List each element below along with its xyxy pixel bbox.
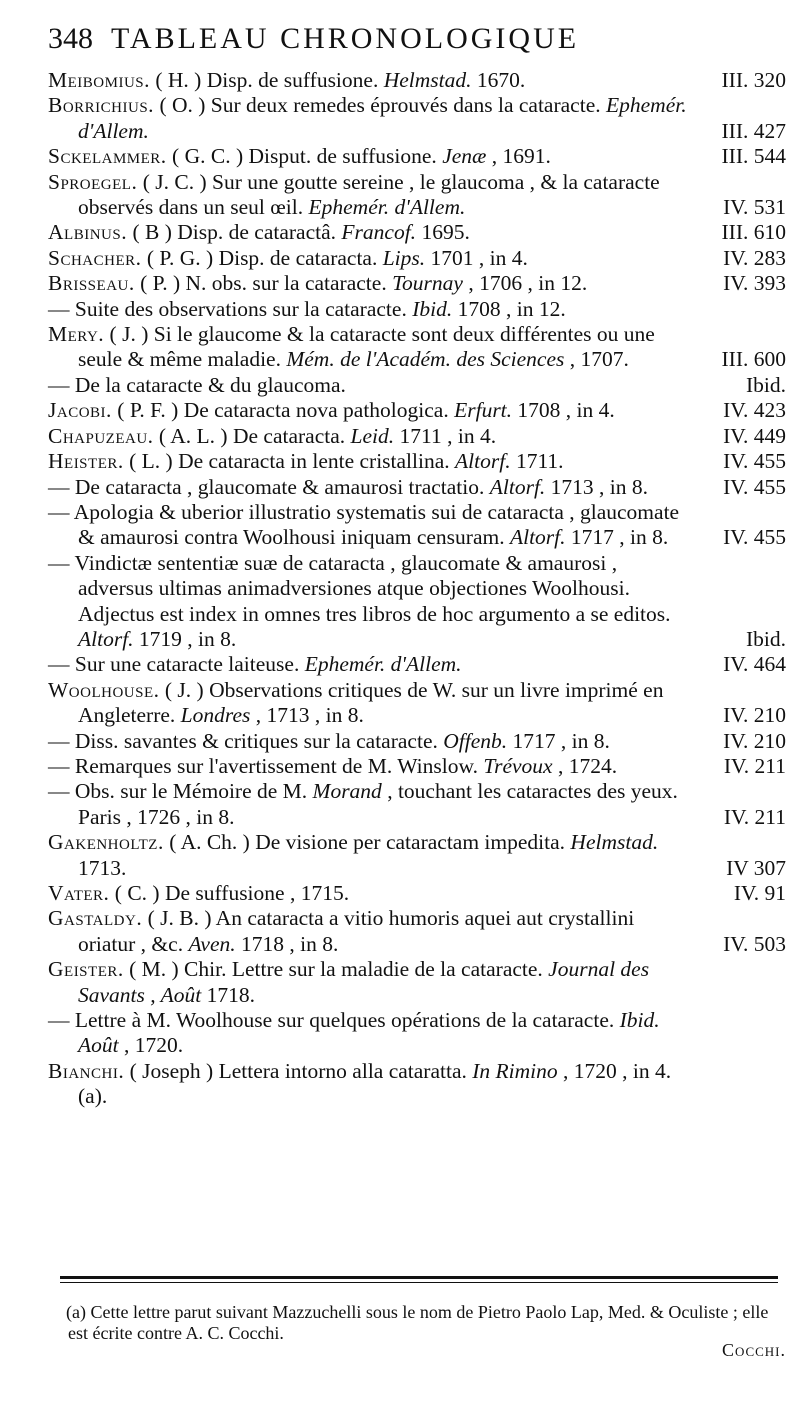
entry-reference: IV. 449 <box>723 423 786 448</box>
entry-text: De suffusione , 1715. <box>164 881 350 905</box>
entry-initials: ( J. B. ) <box>142 906 216 931</box>
running-title: TABLEAU CHRONOLOGIQUE <box>111 22 580 55</box>
entry-after: , touchant les cataractes des yeux. Paris , 1726 , in 8. <box>78 779 678 829</box>
entry-italic: Mém. de l'Académ. des Sciences <box>286 347 565 372</box>
entry-reference: IV. 210 <box>723 728 786 753</box>
entry-after: 1708 , in 4. <box>512 398 615 423</box>
entry-text: Disp. de cataractâ. <box>177 220 342 245</box>
footnote-rule <box>60 1276 778 1279</box>
entry-text: An cataracta a vitio humoris aquei aut crystallini oriatur , &c. <box>78 906 635 956</box>
entry-after: 1719 , in 8. <box>133 626 237 651</box>
bibliography-entry <box>48 779 786 830</box>
entry-italic: Offenb. <box>443 728 508 753</box>
entry-reference: Ibid. <box>745 626 786 651</box>
entry-reference: III. 320 <box>721 68 786 92</box>
bibliography-entry <box>48 93 786 144</box>
entry-italic: Erfurt. <box>454 398 513 423</box>
entry-italic: Ephemér. d'Allem. <box>308 195 466 220</box>
bibliography-entry <box>48 246 786 271</box>
bibliography-entry <box>48 475 786 500</box>
entry-italic: Altorf. <box>509 525 566 550</box>
entry-italic: Jenæ <box>442 144 487 169</box>
entry-after: , 1720. <box>118 1033 184 1058</box>
entry-text: — Suite des observations sur la cataracte. <box>48 296 413 321</box>
bibliography-entry <box>48 271 786 296</box>
entry-after: 1701 , in 4. <box>425 245 528 270</box>
entry-italic: Ephemér. d'Allem. <box>304 652 462 677</box>
entry-initials: ( L. ) <box>123 449 179 474</box>
entry-italic: Francof. <box>341 220 417 245</box>
entry-text: — Remarques sur l'avertissement de M. Winslow. <box>48 753 484 778</box>
bibliography-entry <box>48 322 786 373</box>
entry-after: 1711 , in 4. <box>394 423 497 448</box>
entry-after: 1717 , in 8. <box>507 728 610 753</box>
entry-author: Bianchi. <box>48 1058 125 1083</box>
bibliography-entry <box>48 957 786 1008</box>
bibliography-entry <box>48 424 786 449</box>
entry-reference: IV. 393 <box>723 271 786 296</box>
entry-initials: ( J. ) <box>159 677 210 702</box>
entry-reference: Ibid. <box>745 372 786 397</box>
entry-text: — Sur une cataracte laiteuse. <box>48 652 305 677</box>
entry-italic: Morand <box>312 779 382 804</box>
entry-text: Sur une goutte sereine , le glaucoma , & la cataracte observés dans un seul œil. <box>78 169 660 220</box>
entry-author: Jacobi. <box>48 398 112 423</box>
entry-reference: IV. 91 <box>733 881 786 905</box>
entry-reference: IV. 531 <box>723 195 786 220</box>
entry-after: 1713. <box>78 855 127 880</box>
bibliography-entry <box>48 68 786 93</box>
entry-italic: Helmstad. <box>383 68 472 92</box>
entry-text: — Vindictæ sententiæ suæ de cataracta , glaucomate & amaurosi , adversus ultimas animadversiones atque objectiones Woolhousi. Adjectus est index in omnes tres libros de hoc argumento a se editos. <box>48 550 671 626</box>
entry-initials: ( P. F. ) <box>111 398 184 423</box>
entry-author: Albinus. <box>48 220 128 245</box>
entry-author: Woolhouse. <box>48 677 160 702</box>
entry-italic: Tournay <box>392 271 463 296</box>
entry-text: — Obs. sur le Mémoire de M. <box>48 779 313 804</box>
entry-after: 1713 , in 8. <box>545 474 649 499</box>
entry-author: Meibomius. <box>48 68 150 92</box>
entry-after: 1695. <box>416 220 470 245</box>
entry-text: — De cataracta , glaucomate & amaurosi tractatio. <box>48 474 490 499</box>
bibliography-entry <box>48 297 786 322</box>
entry-reference: III. 427 <box>721 118 786 143</box>
bibliography-entry <box>48 398 786 423</box>
bibliography-entry <box>48 144 786 169</box>
bibliography-entry <box>48 220 786 245</box>
entry-author: Sproegel. <box>48 169 138 194</box>
bibliography-entry <box>48 754 786 779</box>
page-number: 348 <box>48 22 93 55</box>
entry-text: Sur deux remedes éprouvés dans la cataracte. <box>210 93 606 118</box>
catchword: Cocchi. <box>722 1340 786 1360</box>
entry-text: De visione per cataractam impedita. <box>255 830 571 855</box>
page-header <box>48 22 786 66</box>
bibliography-entry <box>48 1059 786 1110</box>
entry-initials: ( C. ) <box>109 881 165 905</box>
entry-author: Geister. <box>48 957 124 982</box>
entry-initials: ( H. ) <box>150 68 207 92</box>
bibliography-entry <box>48 1008 786 1059</box>
entry-author: Gastaldy. <box>48 906 143 931</box>
entry-text: — De la cataracte & du glaucoma. <box>48 372 346 397</box>
entry-after: , 1724. <box>552 753 618 778</box>
entry-after: , 1713 , in 8. <box>250 703 364 728</box>
entry-text: Si le glaucome & la cataracte sont deux différentes ou une seule & même maladie. <box>78 322 655 372</box>
entry-text: De cataracta. <box>232 423 351 448</box>
entry-reference: IV. 455 <box>723 474 786 499</box>
entry-after: , 1707. <box>564 347 629 372</box>
entry-after: 1718 , in 8. <box>235 931 339 956</box>
entry-initials: ( A. Ch. ) <box>163 830 256 855</box>
entry-initials: ( B ) <box>127 220 178 245</box>
entry-reference: III. 600 <box>721 347 786 372</box>
entry-reference: IV. 503 <box>723 931 786 956</box>
entry-italic: Ephemér. d'Allem. <box>78 93 687 143</box>
entry-italic: Ibid. <box>412 296 453 321</box>
entry-after: 1711. <box>510 449 564 474</box>
entry-reference: IV. 455 <box>723 449 786 474</box>
entry-reference: IV. 283 <box>723 245 786 270</box>
entry-reference: IV. 423 <box>723 398 786 423</box>
entry-author: Brisseau. <box>48 271 135 296</box>
entry-italic: Helmstad. <box>570 830 659 855</box>
entry-reference: III. 544 <box>721 144 786 169</box>
bibliography-entry <box>48 449 786 474</box>
bibliography-entry <box>48 170 786 221</box>
entry-text: Chir. Lettre sur la maladie de la cataracte. <box>184 957 549 982</box>
entry-after: 1718. <box>201 982 255 1007</box>
footnote-rule-thin <box>60 1282 778 1283</box>
bibliography-entry <box>48 881 786 906</box>
entry-reference: IV. 464 <box>723 652 786 677</box>
footnote: (a) Cette lettre parut suivant Mazzuchelli sous le nom de Pietro Paolo Lap, Med. & Oculiste ; elle est écrite contre A. C. Cocchi. <box>66 1302 769 1343</box>
entry-italic: Altorf. <box>78 626 134 651</box>
entry-text: N. obs. sur la cataracte. <box>185 271 393 296</box>
entry-text: Lettera intorno alla cataratta. <box>218 1058 473 1083</box>
bibliography-entry <box>48 830 786 881</box>
entry-author: Heister. <box>48 449 124 474</box>
entry-text: — Apologia & uberior illustratio systematis sui de cataracta , glaucomate & amaurosi contra Woolhousi iniquam censuram. <box>48 499 680 550</box>
entry-author: Mery. <box>48 322 105 347</box>
entry-after: , 1691. <box>486 144 551 169</box>
entry-italic: Altorf. <box>455 449 511 474</box>
entry-after: , 1706 , in 12. <box>462 271 588 296</box>
entry-after: 1708 , in 12. <box>452 296 566 321</box>
entry-after: 1717 , in 8. <box>565 525 669 550</box>
entry-initials: ( P. G. ) <box>141 245 219 270</box>
entry-initials: ( P. ) <box>134 271 186 296</box>
entry-author: Borrichius. <box>48 93 155 118</box>
bibliography-entry <box>48 729 786 754</box>
entry-text: De cataracta nova pathologica. <box>183 398 455 423</box>
entry-italic: Leid. <box>350 423 395 448</box>
bibliography-entry <box>48 678 786 729</box>
entry-text: Observations critiques de W. sur un livre imprimé en Angleterre. <box>78 677 664 728</box>
entry-author: Vater. <box>48 881 110 905</box>
entry-text: De cataracta in lente cristallina. <box>178 449 456 474</box>
entry-author: Sckelammer. <box>48 144 167 169</box>
bibliography-list <box>48 68 786 1110</box>
entry-text: Disp. de suffusione. <box>206 68 384 92</box>
entry-text: Disput. de suffusione. <box>248 144 443 169</box>
entry-italic: In Rimino <box>472 1058 558 1083</box>
entry-italic: Altorf. <box>489 474 546 499</box>
entry-reference: III. 610 <box>721 220 786 245</box>
entry-text: — Diss. savantes & critiques sur la cataracte. <box>48 728 444 753</box>
bibliography-entry <box>48 551 786 653</box>
bibliography-entry <box>48 652 786 677</box>
bibliography-entry <box>48 906 786 957</box>
entry-initials: ( J. C. ) <box>137 169 212 194</box>
entry-after: , 1720 , in 4. (a). <box>78 1058 672 1109</box>
entry-author: Chapuzeau. <box>48 423 154 448</box>
entry-initials: ( Joseph ) <box>124 1058 219 1083</box>
entry-initials: ( A. L. ) <box>153 423 233 448</box>
entry-initials: ( O. ) <box>154 93 211 118</box>
entry-reference: IV. 455 <box>723 525 786 550</box>
entry-initials: ( M. ) <box>123 957 185 982</box>
entry-italic: Londres <box>180 703 251 728</box>
entry-italic: Aven. <box>188 931 236 956</box>
bibliography-entry <box>48 500 786 551</box>
entry-reference: IV. 211 <box>723 804 786 829</box>
entry-author: Schacher. <box>48 245 142 270</box>
entry-after: 1670. <box>471 68 526 92</box>
entry-initials: ( J. ) <box>104 322 154 347</box>
entry-reference: IV. 211 <box>723 753 786 778</box>
entry-reference: IV 307 <box>726 855 786 880</box>
entry-italic: Ibid. Août <box>78 1008 660 1058</box>
entry-reference: IV. 210 <box>723 703 786 728</box>
bibliography-entry <box>48 373 786 398</box>
entry-initials: ( G. C. ) <box>166 144 249 169</box>
entry-author: Gakenholtz. <box>48 830 164 855</box>
entry-italic: Lips. <box>382 245 426 270</box>
entry-italic: Journal des Savants , Août <box>78 957 650 1007</box>
entry-text: Disp. de cataracta. <box>218 245 383 270</box>
entry-italic: Trévoux <box>483 753 553 778</box>
entry-text: — Lettre à M. Woolhouse sur quelques opérations de la cataracte. <box>48 1008 620 1033</box>
